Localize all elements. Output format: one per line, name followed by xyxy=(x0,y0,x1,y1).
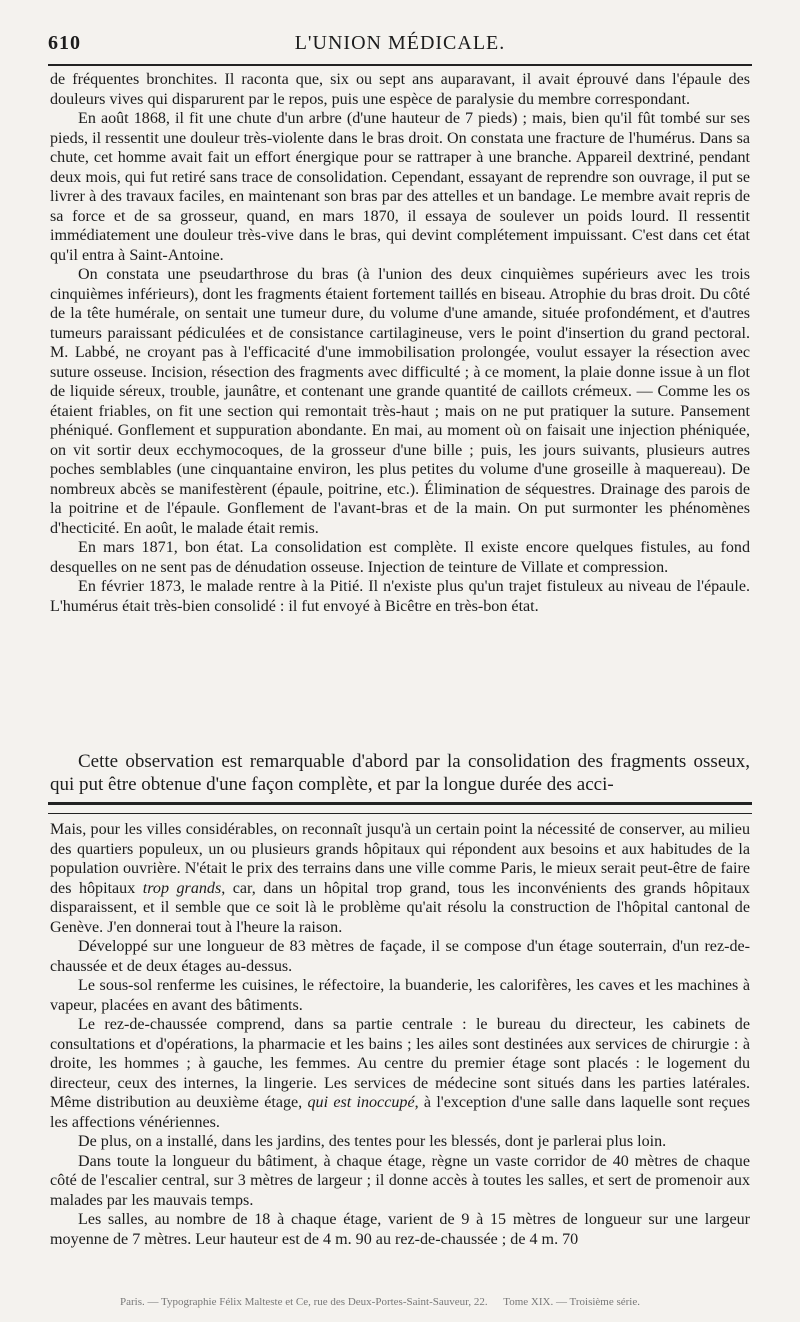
feuilleton-body xyxy=(50,820,750,1249)
emphasis: trop grands xyxy=(142,879,222,897)
page-number: 610 xyxy=(48,32,81,54)
page-header xyxy=(48,28,752,62)
text-run: , à l'exception d'une salle dans laquelle sont reçues les affections vénériennes. xyxy=(50,1094,751,1131)
feuilleton-divider xyxy=(48,802,752,814)
text-run: Mais, pour les villes considérables, on reconnaît jusqu'à un certain point la nécessité de conserver, au milieu des quartiers populeux, un ou plusieurs grands hôpitaux qui répondent aux besoins et aux habitudes de la population ouvrière. N'était le prix des terrains dans une ville comme Paris, le mieux serait peut-être de faire des hôpitaux xyxy=(50,821,750,897)
feuilleton-paragraph xyxy=(50,1015,750,1132)
volume-footer: Tome XIX. — Troisième série. xyxy=(503,1296,640,1308)
feuilleton-paragraph: Développé sur une longueur de 83 mètres de façade, il se compose d'un étage souterrain, d'un rez-de-chaussée et de deux étages au-dessus. xyxy=(50,938,750,975)
emphasis: qui est inoccupé xyxy=(307,1094,415,1111)
conclusion-paragraph: Cette observation est remarquable d'abord par la consolidation des fragments osseux, qui put être obtenue d'une façon complète, et par la longue durée des acci- xyxy=(50,751,750,795)
text-run: Le rez-de-chaussée comprend, dans sa partie centrale : le bureau du directeur, les cabinets de consultations et d'opérations, la pharmacie et les bains ; les ailes sont destinées aux services de chirurgie : à droite, les hommes ; à gauche, les femmes. Au centre du premier étage sont placés : le logement du directeur, ceux des internes, la lingerie. Les services de médecine sont situés dans les parties latérales. Même distribution au deuxième étage, xyxy=(50,1016,750,1111)
feuilleton-paragraph: Dans toute la longueur du bâtiment, à chaque étage, règne un vaste corridor de 40 mètres de chaque côté de l'escalier central, sur 3 mètres de largeur ; il donne accès à toutes les salles, et sert de promenoir aux malades par les mauvais temps. xyxy=(50,1152,750,1209)
article-paragraph: On constata une pseudarthrose du bras (à l'union des deux cinquièmes supérieurs avec les trois cinquièmes inférieurs), dont les fragments étaient fortement taillés en biseau. Atrophie du bras droit. Du côté de la tête humérale, on sentait une tumeur dure, du volume d'une amande, située profondément, et d'autres tumeurs paraissant pédiculées et de consistance cartilagineuse, vers le point d'insertion du grand pectoral. M. Labbé, ne croyant pas à l'efficacité d'une immobilisation prolongée, voulut essayer la résection avec suture osseuse. Incision, résection des fragments avec difficulté ; à ce moment, la plaie donne issue à un flot de liquide séreux, trouble, jaunâtre, et contenant une grande quantité de caillots crémeux. — Comme les os étaient friables, on fit une section qui remontait très-haut ; mais on ne put pratiquer la suture. Pansement phéniqué. Gonflement et suppuration abondante. En mai, au moment où on faisait une injection phéniquée, on vit sortir deux ecchymocoques, de la grosseur d'une bille ; puis, les jours suivants, plusieurs autres poches semblables (une cinquantaine environ, les plus petites du volume d'une groseille à maquereau). De nombreux abcès se manifestèrent (épaule, poitrine, etc.). Élimination de séquestres. Drainage des parois de la poitrine et de l'épaule. Gonflement de l'avant-bras et de la main. On put surmonter les phénomènes d'hecticité. En août, le malade était remis. xyxy=(50,266,750,537)
article-body xyxy=(50,70,750,616)
article-paragraph: En février 1873, le malade rentre à la Pitié. Il n'existe plus qu'un trajet fistuleux au niveau de l'épaule. L'humérus était très-bien consolidé : il fut envoyé à Bicêtre en très-bon état. xyxy=(50,578,750,615)
journal-title: L'UNION MÉDICALE. xyxy=(294,32,506,54)
feuilleton-paragraph: Les salles, au nombre de 18 à chaque étage, varient de 9 à 15 mètres de longueur sur une largeur moyenne de 7 mètres. Leur hauteur est de 4 m. 90 au rez-de-chaussée ; de 4 m. 70 xyxy=(50,1211,750,1248)
text-run: , car, dans un hôpital trop grand, tous les inconvénients des grands hôpitaux disparaissent, et il semble que ce soit là le problème qu'ait résolu la construction de l'hôpital cantonal de Genève. J'en donnerai tout à l'heure la raison. xyxy=(50,879,750,936)
article-conclusion xyxy=(50,751,750,796)
feuilleton-paragraph xyxy=(50,820,750,937)
article-paragraph: En août 1868, il fit une chute d'un arbre (d'une hauteur de 7 pieds) ; mais, bien qu'il fût tombé sur ses pieds, il ressentit une douleur très-violente dans le bras droit. On constata une fracture de l'humérus. Dans sa chute, cet homme avait fait un effort énergique pour se rattraper à une branche. Appareil dextriné, pendant deux mois, qui fut retiré sans trace de consolidation. Cependant, essayant de reprendre son ouvrage, il put se livrer à des travaux faciles, en maintenant son bras par des attelles et un bandage. Le membre avait repris de sa force et de sa grosseur, quand, en mars 1870, il essaya de soulever un poids lourd. Il ressentit immédiatement une douleur très-vive dans le bras, qui devint complétement impuissant. C'est dans cet état qu'il entra à Saint-Antoine. xyxy=(50,110,750,264)
feuilleton-paragraph: De plus, on a installé, dans les jardins, des tentes pour les blessés, dont je parlerai plus loin. xyxy=(78,1133,667,1150)
printer-footer: Paris. — Typographie Félix Malteste et Ce, rue des Deux-Portes-Saint-Sauveur, 22. xyxy=(120,1296,488,1308)
header-rule xyxy=(48,64,752,66)
feuilleton-paragraph: Le sous-sol renferme les cuisines, le réfectoire, la buanderie, les calorifères, les caves et les machines à vapeur, placées en avant des bâtiments. xyxy=(50,977,750,1014)
article-paragraph: de fréquentes bronchites. Il raconta que, six ou sept ans auparavant, il avait éprouvé dans l'épaule des douleurs vives qui disparurent par le repos, puis une espèce de paralysie du membre correspondant. xyxy=(50,71,750,108)
article-paragraph: En mars 1871, bon état. La consolidation est complète. Il existe encore quelques fistules, au fond desquelles on ne sent pas de dénudation osseuse. Injection de teinture de Villate et compression. xyxy=(50,539,750,576)
